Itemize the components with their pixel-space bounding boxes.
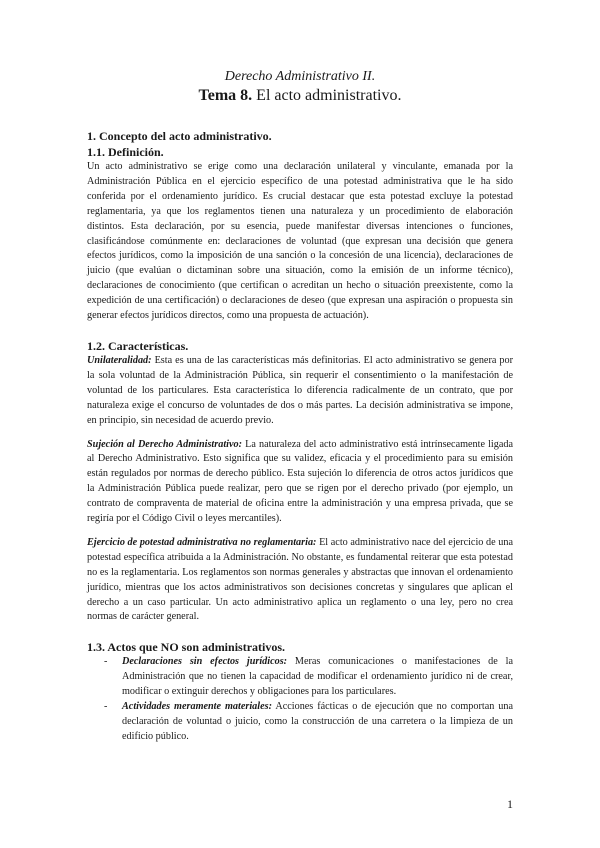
- characteristic-paragraph: [87, 536, 513, 625]
- list-dash: -: [104, 656, 108, 668]
- list-item-term: Actividades meramente materiales:: [122, 701, 272, 713]
- list-item: [87, 700, 513, 745]
- non-administrative-list: [87, 655, 513, 744]
- page-number: 1: [507, 797, 513, 811]
- list-item-text: Meras comunicaciones o manifestaciones de la Administración que no tienen la capacidad de modificar el ordenamiento jurídico ni de crear, modificar o extinguir derechos y obligaciones para los particulares.: [122, 656, 513, 698]
- section-1-heading: 1. Concepto del acto administrativo.: [87, 129, 272, 143]
- characteristic-term: Ejercicio de potestad administrativa no reglamentaria:: [87, 536, 317, 548]
- tema-number: Tema 8.: [198, 87, 253, 104]
- document-page: [87, 68, 513, 745]
- characteristic-text: La naturaleza del acto administrativo está intrínsecamente ligada al Derecho Administrativo. Esto significa que su validez, eficacia y el procedimiento para su emisión están regulados por normas de derecho público. Esta sujeción lo diferencia de otros actos jurídicos que la Administración Pública puede realizar, pero que se rigen por el derecho privado (por ejemplo, un contrato de compraventa de material de oficina entre la administración y una empresa privada, que se regiría por el Código Civil o leyes mercantiles).: [87, 438, 513, 525]
- document-subtitle: Derecho Administrativo II.: [224, 69, 376, 84]
- list-item-term: Declaraciones sin efectos jurídicos:: [122, 656, 288, 668]
- characteristic-paragraph: [87, 354, 513, 429]
- characteristic-term: Sujeción al Derecho Administrativo:: [87, 438, 242, 450]
- list-item: [87, 655, 513, 700]
- tema-title: El acto administrativo.: [256, 87, 402, 104]
- characteristic-text: Esta es una de las características más definitorias. El acto administrativo se genera por la sola voluntad de la Administración Pública, sin requerir el consentimiento o la manifestación de voluntad de los particulares. Esta característica lo diferencia radicalmente de un contrato, que por naturaleza exige el concurso de voluntades de dos o más partes. La decisión administrativa se impone, en principio, sin necesidad de acuerdo previo.: [87, 354, 513, 426]
- list-item-text: Acciones fácticas o de ejecución que no comportan una declaración de voluntad o juicio, como la construcción de una carretera o la limpieza de un edificio público.: [122, 701, 513, 742]
- list-dash: -: [104, 701, 108, 713]
- section-1-1-heading: 1.1. Definición.: [87, 145, 164, 159]
- characteristic-text: El acto administrativo nace del ejercicio de una potestad específica atribuida a la Administración. No obstante, es fundamental reiterar que esta potestad no es la reglamentaria. Los reglamentos son normas generales y abstractas que innovan el ordenamiento jurídico, mientras que los actos administrativos son decisiones concretas y singulares que aplican el derecho a un caso particular. Un acto administrativo aplica un reglamento o una ley, pero no crea normas de carácter general.: [87, 536, 513, 623]
- section-1-2-heading: 1.2. Características.: [87, 338, 189, 353]
- definition-paragraph: Un acto administrativo se erige como una declaración unilateral y vinculante, emanada por la Administración Pública en el ejercicio específico de una potestad administrativa que le ha sido conferida por el ordenamiento jurídico. Es crucial destacar que esta potestad excluye la potestad reglamentaria, ya que los reglamentos tienen una naturaleza y un procedimiento de elaboración distintos. Esta declaración, por su esencia, puede manifestar diversas intenciones o funciones, clasificándose comúnmente en: declaraciones de voluntad (que expresan una decisión que genera efectos jurídicos, como la imposición de una sanción o la concesión de una licencia), declaraciones de juicio (que evalúan o dictaminan sobre una situación, como la emisión de un informe técnico), declaraciones de conocimiento (que certifican o acreditan un hecho o situación preexistente, como la expedición de una certificación) o declaraciones de deseo (que expresan una aspiración o propuesta sin generar efectos jurídicos directos, como una propuesta de actuación).: [87, 161, 513, 322]
- document-title: [87, 86, 513, 106]
- section-1-3-heading: 1.3. Actos que NO son administrativos.: [87, 640, 286, 655]
- characteristic-term: Unilateralidad:: [87, 354, 152, 366]
- characteristic-paragraph: [87, 438, 513, 527]
